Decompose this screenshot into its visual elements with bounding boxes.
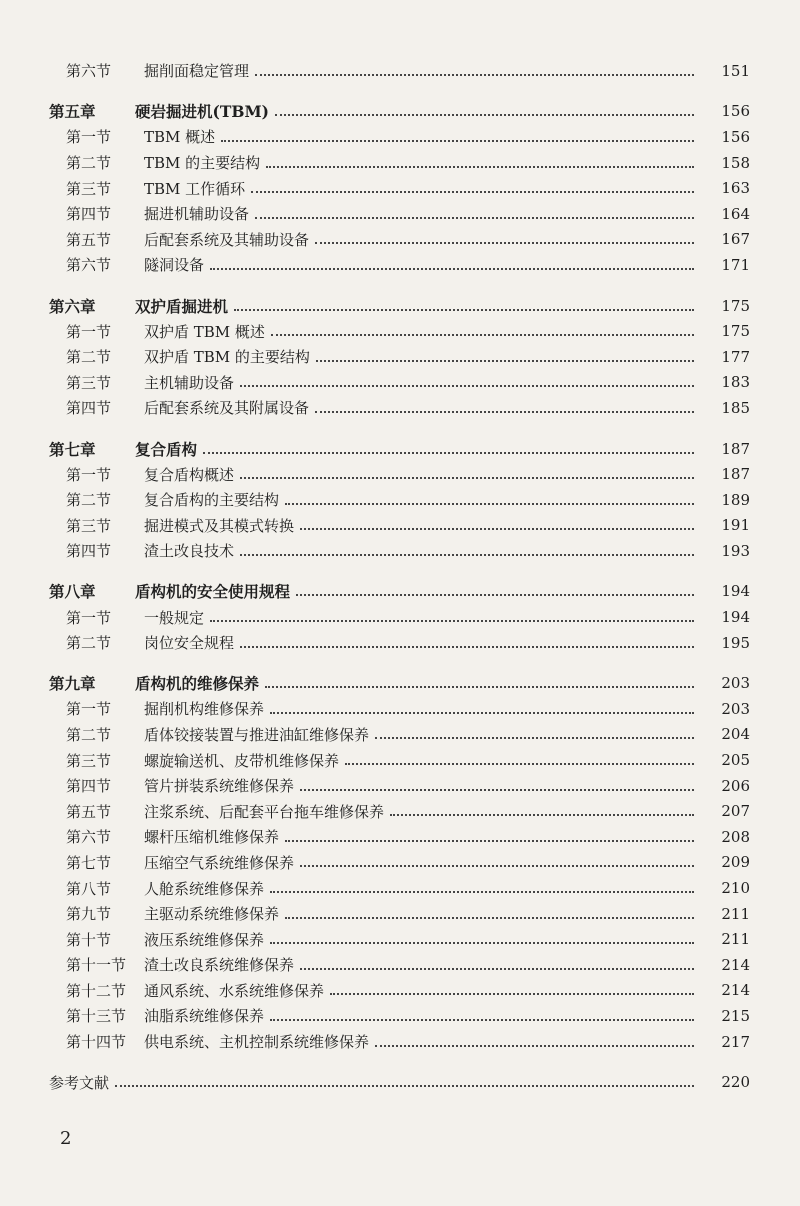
toc-section-row[interactable] (0, 150, 800, 176)
toc-page-number: 158 (721, 153, 750, 172)
toc-page-number: 193 (721, 541, 750, 560)
dot-leader (270, 712, 694, 714)
section-title: 供电系统、主机控制系统维修保养 (144, 1033, 370, 1052)
chapter-title: 复合盾构 (135, 439, 198, 459)
toc-section-row[interactable] (0, 461, 800, 487)
section-number: 第三节 (66, 179, 112, 198)
toc-section-row[interactable] (0, 370, 800, 396)
toc-page-number: 210 (721, 879, 750, 898)
toc-page-number: 164 (721, 204, 750, 223)
toc-page-number: 171 (721, 255, 750, 274)
toc-section-row[interactable] (0, 175, 800, 201)
dot-leader (296, 594, 694, 596)
section-title: 螺旋输送机、皮带机维修保养 (144, 751, 340, 770)
toc-section-row[interactable] (0, 227, 800, 253)
dot-leader (234, 309, 694, 311)
section-number: 第一节 (66, 608, 112, 627)
dot-leader (375, 737, 694, 739)
section-number: 第九节 (66, 905, 112, 924)
toc-section-row[interactable] (0, 978, 800, 1004)
toc-section-row[interactable] (0, 344, 800, 370)
toc-page-number: 185 (721, 398, 750, 417)
toc-page-number: 214 (721, 955, 750, 974)
toc-page-number: 194 (721, 608, 750, 627)
section-title: 管片拼装系统维修保养 (144, 777, 295, 796)
page-number: 2 (60, 1128, 72, 1149)
dot-leader (300, 789, 694, 791)
toc-page-number: 177 (721, 347, 750, 366)
section-title: 一般规定 (144, 608, 205, 627)
toc-ref-row[interactable] (0, 1069, 800, 1095)
section-title: 螺杆压缩机维修保养 (144, 828, 280, 847)
toc-page-number: 220 (721, 1073, 750, 1092)
toc-page-number: 175 (721, 322, 750, 341)
toc-section-row[interactable] (0, 773, 800, 799)
dot-leader (271, 334, 694, 336)
dot-leader (115, 1085, 694, 1087)
dot-leader (240, 554, 694, 556)
section-number: 第三节 (66, 373, 112, 392)
section-number: 第一节 (66, 700, 112, 719)
toc-page-number: 175 (721, 296, 750, 315)
dot-leader (285, 917, 694, 919)
dot-leader (375, 1045, 694, 1047)
dot-leader (270, 942, 694, 944)
section-title: 隧洞设备 (144, 256, 205, 275)
toc-page-number: 167 (721, 230, 750, 249)
toc-page-number: 189 (721, 490, 750, 509)
section-number: 第五节 (66, 230, 112, 249)
section-title: 掘削面稳定管理 (144, 62, 250, 81)
section-title: 盾体铰接装置与推进油缸维修保养 (144, 725, 370, 744)
toc-section-row[interactable] (0, 747, 800, 773)
toc-page-number: 211 (721, 904, 750, 923)
toc-section-row[interactable] (0, 630, 800, 656)
toc-page-number: 217 (721, 1032, 750, 1051)
toc-page-number: 209 (721, 853, 750, 872)
section-title: 渣土改良系统维修保养 (144, 956, 295, 975)
section-title: 油脂系统维修保养 (144, 1007, 265, 1026)
toc-section-row[interactable] (0, 824, 800, 850)
section-number: 第二节 (66, 634, 112, 653)
section-number: 第一节 (66, 322, 112, 341)
toc-page-number: 195 (721, 633, 750, 652)
chapter-title: 盾构机的维修保养 (135, 674, 260, 694)
section-title: 通风系统、水系统维修保养 (144, 981, 325, 1000)
section-title: 渣土改良技术 (144, 542, 235, 561)
section-number: 第六节 (66, 256, 112, 275)
section-number: 第二节 (66, 154, 112, 173)
section-title: 后配套系统及其辅助设备 (144, 230, 310, 249)
dot-leader (240, 646, 694, 648)
dot-leader (315, 242, 694, 244)
section-number: 第十二节 (66, 981, 127, 1000)
toc-page-number: 204 (721, 725, 750, 744)
toc-page-number: 207 (721, 802, 750, 821)
toc-section-row[interactable] (0, 538, 800, 564)
dot-leader (270, 1019, 694, 1021)
dot-leader (255, 217, 694, 219)
dot-leader (270, 891, 694, 893)
section-title: 掘进模式及其模式转换 (144, 516, 295, 535)
section-number: 第四节 (66, 542, 112, 561)
dot-leader (240, 477, 694, 479)
toc-chapter-row[interactable] (0, 99, 800, 125)
dot-leader (345, 763, 694, 765)
chapter-title: 双护盾掘进机 (135, 296, 229, 316)
section-title: 注浆系统、后配套平台拖车维修保养 (144, 802, 385, 821)
dot-leader (265, 686, 694, 688)
toc-section-row[interactable] (0, 124, 800, 150)
dot-leader (240, 385, 694, 387)
chapter-number: 第八章 (49, 582, 96, 602)
toc-page-number: 211 (721, 930, 750, 949)
dot-leader (390, 814, 694, 816)
toc-section-row[interactable] (0, 318, 800, 344)
toc-page-number: 208 (721, 827, 750, 846)
dot-leader (316, 360, 694, 362)
chapter-number: 第六章 (49, 296, 96, 316)
section-number: 第六节 (66, 828, 112, 847)
dot-leader (275, 114, 694, 116)
dot-leader (300, 968, 694, 970)
dot-leader (210, 268, 694, 270)
chapter-number: 第九章 (49, 674, 96, 694)
toc-chapter-row[interactable] (0, 579, 800, 605)
section-number: 第一节 (66, 465, 112, 484)
section-title: TBM 工作循环 (144, 179, 246, 198)
section-number: 第二节 (66, 491, 112, 510)
toc-gap (0, 278, 800, 293)
toc-section-row[interactable] (0, 513, 800, 539)
section-title: 双护盾 TBM 概述 (144, 322, 265, 341)
chapter-number: 第五章 (49, 102, 96, 122)
dot-leader (300, 528, 694, 530)
toc-section-row[interactable] (0, 252, 800, 278)
section-title: 液压系统维修保养 (144, 930, 265, 949)
toc-chapter-row[interactable] (0, 293, 800, 319)
dot-leader (300, 865, 694, 867)
ref-title: 参考文献 (49, 1073, 110, 1092)
section-number: 第三节 (66, 751, 112, 770)
dot-leader (330, 993, 694, 995)
toc-section-row[interactable] (0, 604, 800, 630)
section-number: 第一节 (66, 128, 112, 147)
toc-page-number: 214 (721, 981, 750, 1000)
section-number: 第八节 (66, 879, 112, 898)
section-number: 第四节 (66, 399, 112, 418)
section-number: 第十三节 (66, 1007, 127, 1026)
toc-section-row[interactable] (0, 696, 800, 722)
toc-page-number: 187 (721, 439, 750, 458)
section-title: 后配套系统及其附属设备 (144, 399, 310, 418)
section-title: 主驱动系统维修保养 (144, 905, 280, 924)
dot-leader (203, 452, 694, 454)
section-number: 第十节 (66, 930, 112, 949)
dot-leader (251, 191, 694, 193)
toc-page-number: 194 (721, 582, 750, 601)
dot-leader (210, 620, 694, 622)
section-number: 第四节 (66, 205, 112, 224)
toc-section-row[interactable] (0, 487, 800, 513)
chapter-number: 第七章 (49, 439, 96, 459)
toc-gap (0, 1054, 800, 1069)
dot-leader (221, 140, 694, 142)
dot-leader (315, 411, 694, 413)
section-number: 第十一节 (66, 956, 127, 975)
section-title: 双护盾 TBM 的主要结构 (144, 348, 310, 367)
toc-page-number: 203 (721, 674, 750, 693)
toc-gap (0, 564, 800, 579)
section-number: 第五节 (66, 802, 112, 821)
section-title: 复合盾构的主要结构 (144, 491, 280, 510)
dot-leader (255, 74, 694, 76)
toc-section-row[interactable] (0, 201, 800, 227)
toc-gap (0, 421, 800, 436)
toc-section-row[interactable] (0, 952, 800, 978)
toc-page-number: 203 (721, 699, 750, 718)
chapter-title: 盾构机的安全使用规程 (135, 582, 291, 602)
toc-page-number: 215 (721, 1006, 750, 1025)
dot-leader (285, 840, 694, 842)
section-title: 复合盾构概述 (144, 465, 235, 484)
toc-section-row[interactable] (0, 875, 800, 901)
section-title: TBM 概述 (144, 128, 216, 147)
toc-page-number: 151 (721, 61, 750, 80)
section-title: 主机辅助设备 (144, 373, 235, 392)
section-title: 人舱系统维修保养 (144, 879, 265, 898)
section-number: 第六节 (66, 62, 112, 81)
toc-section-row[interactable] (0, 58, 800, 84)
toc-gap (0, 655, 800, 670)
section-number: 第二节 (66, 725, 112, 744)
table-of-contents (0, 58, 800, 1095)
toc-section-row[interactable] (0, 798, 800, 824)
toc-page-number: 206 (721, 776, 750, 795)
toc-page-number: 156 (721, 127, 750, 146)
toc-section-row[interactable] (0, 1029, 800, 1055)
toc-section-row[interactable] (0, 850, 800, 876)
toc-page-number: 156 (721, 102, 750, 121)
section-title: 掘削机构维修保养 (144, 700, 265, 719)
toc-page-number: 187 (721, 465, 750, 484)
toc-page-number: 191 (721, 516, 750, 535)
toc-section-row[interactable] (0, 901, 800, 927)
dot-leader (285, 503, 694, 505)
toc-section-row[interactable] (0, 722, 800, 748)
toc-chapter-row[interactable] (0, 670, 800, 696)
toc-section-row[interactable] (0, 926, 800, 952)
chapter-title: 硬岩掘进机(TBM) (135, 102, 269, 122)
section-title: 掘进机辅助设备 (144, 205, 250, 224)
section-number: 第七节 (66, 853, 112, 872)
toc-section-row[interactable] (0, 1003, 800, 1029)
dot-leader (266, 166, 694, 168)
toc-page-number: 163 (721, 179, 750, 198)
toc-gap (0, 84, 800, 99)
toc-section-row[interactable] (0, 395, 800, 421)
toc-page-number: 183 (721, 373, 750, 392)
section-number: 第三节 (66, 516, 112, 535)
section-title: 岗位安全规程 (144, 634, 235, 653)
toc-chapter-row[interactable] (0, 436, 800, 462)
section-number: 第二节 (66, 348, 112, 367)
section-title: TBM 的主要结构 (144, 154, 261, 173)
section-number: 第十四节 (66, 1033, 127, 1052)
section-number: 第四节 (66, 777, 112, 796)
section-title: 压缩空气系统维修保养 (144, 853, 295, 872)
toc-page-number: 205 (721, 751, 750, 770)
